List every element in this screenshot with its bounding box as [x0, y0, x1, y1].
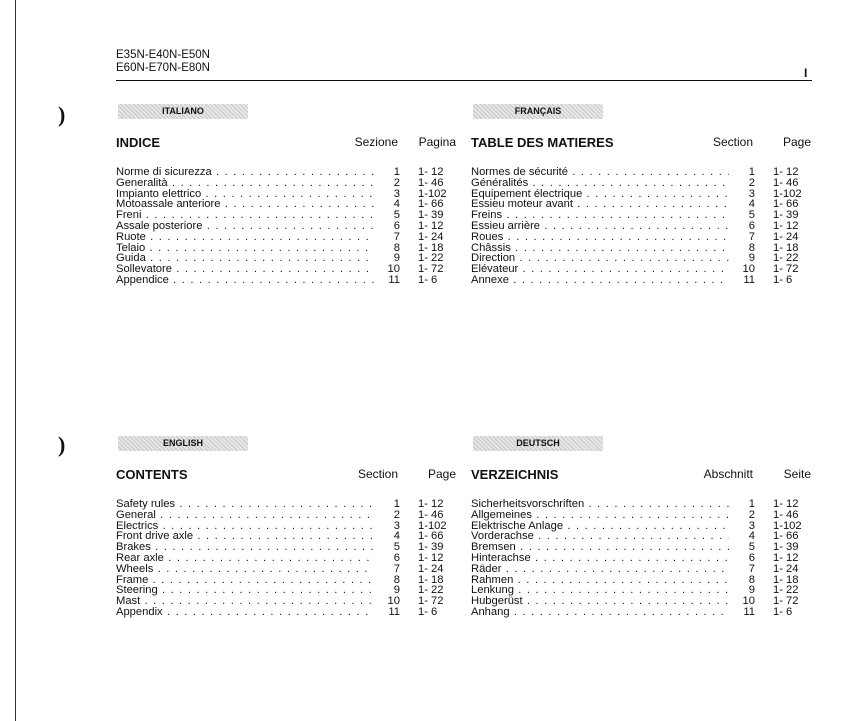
toc-heading-row: [471, 135, 811, 153]
page-column-header: Page: [782, 135, 811, 149]
toc-entry: [471, 178, 811, 189]
toc-entry-page: 1- 72: [418, 263, 444, 276]
toc-entry-label: Wheels . . .: [116, 564, 374, 575]
toc-entry-label: Sicherheitsvorschriften . . .: [471, 499, 729, 510]
toc-entry: [471, 607, 811, 618]
binding-bracket-top: ): [58, 102, 66, 127]
toc-entry-page: 1- 24: [773, 562, 799, 575]
toc-heading-row: [116, 467, 456, 485]
toc-entry-page: 1- 39: [773, 209, 799, 222]
page-mark: I: [804, 66, 808, 80]
toc-entry-label: Hinterachse . . .: [471, 553, 729, 564]
toc-entry-section: 6: [393, 219, 400, 232]
toc-list: [116, 167, 456, 286]
toc-entry-label: Generalità . . .: [116, 178, 374, 189]
toc-entry-section: 11: [743, 273, 755, 286]
toc-entry-section: 10: [387, 595, 400, 608]
toc-entry-section: 5: [393, 541, 400, 554]
toc-entry-page: 1- 18: [773, 573, 799, 586]
model-line-2: E60N-E70N-E80N: [116, 62, 210, 74]
toc-entry-label: Steering . . .: [116, 585, 374, 596]
toc-entry-page: 1- 66: [418, 530, 444, 543]
toc-block-italiano: [116, 104, 456, 286]
toc-entry-page: 1-102: [773, 519, 802, 532]
toc-entry: [471, 521, 811, 532]
toc-entry-page: 1- 18: [773, 241, 799, 254]
toc-entry-section: 1: [748, 498, 755, 510]
toc-entry-section: 10: [387, 263, 400, 276]
toc-entry-section: 4: [748, 198, 755, 211]
toc-entry-section: 9: [748, 584, 755, 597]
toc-entry-label: Freni . . .: [116, 210, 374, 221]
toc-entry-page: 1- 72: [773, 263, 799, 276]
binder-line: [15, 0, 16, 721]
page-column-header: Seite: [783, 467, 811, 481]
language-tab: ENGLISH: [118, 436, 248, 451]
toc-entry: [471, 210, 811, 221]
toc-entry-page: 1- 39: [418, 541, 444, 554]
toc-entry: [471, 189, 811, 200]
toc-entry-page: 1- 24: [418, 562, 444, 575]
toc-entry-section: 8: [393, 241, 400, 254]
toc-entry-section: 7: [393, 562, 400, 575]
toc-entry-label: Brakes . . .: [116, 542, 374, 553]
toc-entry: [471, 221, 811, 232]
toc-entry: [116, 178, 456, 189]
toc-entry-page: 1- 6: [418, 273, 438, 286]
toc-entry-page: 1- 24: [418, 230, 444, 243]
toc-entry-section: 2: [393, 176, 400, 189]
toc-entry-label: Châssis . . .: [471, 243, 729, 254]
toc-entry: [471, 232, 811, 243]
toc-entry: [116, 596, 456, 607]
toc-entry-page: 1- 6: [773, 273, 793, 286]
toc-entry-page: 1- 12: [418, 219, 444, 232]
toc-entry-page: 1- 46: [418, 508, 444, 521]
toc-title: TABLE DES MATIERES: [471, 135, 614, 150]
section-column-header: Section: [712, 135, 753, 149]
toc-entry-label: Allgemeines . . .: [471, 510, 729, 521]
toc-entry-label: Appendice . . .: [116, 275, 374, 286]
toc-entry: [116, 542, 456, 553]
toc-entry-label: Impianto elettrico . . .: [116, 189, 374, 200]
toc-entry: [471, 542, 811, 553]
toc-entry-label: Normes de sécurité . . .: [471, 167, 729, 178]
toc-entry-section: 4: [393, 198, 400, 211]
toc-entry-page: 1- 6: [773, 605, 793, 618]
toc-entry-label: General . . .: [116, 510, 374, 521]
toc-entry-label: Guida . . .: [116, 253, 374, 264]
toc-entry-section: 3: [393, 519, 400, 532]
toc-entry-section: 9: [393, 584, 400, 597]
toc-entry-section: 10: [742, 595, 755, 608]
toc-entry: [471, 275, 811, 286]
toc-entry: [471, 510, 811, 521]
toc-entry: [116, 564, 456, 575]
toc-entry: [471, 253, 811, 264]
toc-entry-page: 1- 12: [773, 219, 799, 232]
toc-entry-section: 6: [393, 551, 400, 564]
toc-entry: [471, 243, 811, 254]
toc-entry-label: Freins . . .: [471, 210, 729, 221]
toc-entry-label: Assale posteriore . . .: [116, 221, 374, 232]
toc-entry-page: 1- 12: [418, 166, 444, 178]
toc-entry-page: 1- 22: [773, 252, 799, 265]
toc-entry: [471, 199, 811, 210]
toc-entry-label: Roues . . .: [471, 232, 729, 243]
toc-block-deutsch: [471, 436, 811, 618]
toc-entry: [471, 167, 811, 178]
toc-entry-section: 8: [748, 241, 755, 254]
toc-heading-row: [471, 467, 811, 485]
toc-entry-page: 1- 24: [773, 230, 799, 243]
toc-entry-page: 1- 72: [418, 595, 444, 608]
toc-entry: [116, 221, 456, 232]
toc-entry-page: 1- 46: [773, 508, 799, 521]
toc-entry-section: 4: [748, 530, 755, 543]
toc-entry: [116, 521, 456, 532]
toc-entry: [116, 585, 456, 596]
toc-entry-section: 5: [748, 209, 755, 222]
toc-entry-section: 3: [748, 519, 755, 532]
toc-entry-section: 1: [393, 166, 400, 178]
toc-entry-label: Electrics . . .: [116, 521, 374, 532]
toc-entry-page: 1- 39: [418, 209, 444, 222]
toc-entry: [471, 553, 811, 564]
toc-entry-label: Anhang . . .: [471, 607, 729, 618]
toc-entry: [471, 585, 811, 596]
toc-block-francais: [471, 104, 811, 286]
toc-entry-section: 9: [393, 252, 400, 265]
toc-entry-page: 1- 18: [418, 573, 444, 586]
toc-entry-section: 11: [743, 605, 755, 618]
toc-entry-page: 1-102: [418, 519, 447, 532]
toc-entry-label: Front drive axle . . .: [116, 531, 374, 542]
toc-entry-label: Généralités . . .: [471, 178, 729, 189]
toc-entry: [116, 607, 456, 618]
toc-entry-label: Räder . . .: [471, 564, 729, 575]
binding-bracket-bottom: ): [58, 432, 66, 457]
toc-entry-label: Hubgerüst . . .: [471, 596, 729, 607]
toc-entry: [116, 243, 456, 254]
toc-entry: [116, 167, 456, 178]
toc-entry-label: Rahmen . . .: [471, 575, 729, 586]
toc-entry-section: 8: [748, 573, 755, 586]
toc-entry: [116, 531, 456, 542]
toc-entry-section: 6: [748, 551, 755, 564]
toc-entry-page: 1- 22: [418, 584, 444, 597]
toc-entry: [116, 199, 456, 210]
toc-entry-section: 11: [388, 273, 400, 286]
toc-list: [471, 499, 811, 618]
toc-entry: [116, 253, 456, 264]
toc-entry: [116, 499, 456, 510]
toc-entry-section: 7: [748, 562, 755, 575]
toc-entry: [471, 264, 811, 275]
toc-entry-label: Safety rules . . .: [116, 499, 374, 510]
toc-entry-page: 1- 22: [418, 252, 444, 265]
section-column-header: Sezione: [354, 135, 398, 149]
toc-entry-label: Essieu moteur avant . . .: [471, 199, 729, 210]
toc-entry-label: Lenkung . . .: [471, 585, 729, 596]
toc-heading-row: [116, 135, 456, 153]
toc-entry: [116, 575, 456, 586]
toc-block-english: [116, 436, 456, 618]
toc-entry: [116, 232, 456, 243]
toc-entry-page: 1- 18: [418, 241, 444, 254]
language-tab: FRANÇAIS: [473, 104, 603, 119]
toc-entry-page: 1- 12: [773, 166, 799, 178]
page-column-header: Pagina: [418, 135, 456, 149]
toc-entry-page: 1- 46: [418, 176, 444, 189]
toc-list: [471, 167, 811, 286]
toc-entry: [471, 575, 811, 586]
toc-entry-section: 7: [748, 230, 755, 243]
toc-entry-label: Direction . . .: [471, 253, 729, 264]
toc-entry-page: 1- 72: [773, 595, 799, 608]
toc-entry-label: Rear axle . . .: [116, 553, 374, 564]
toc-entry: [471, 531, 811, 542]
toc-entry-section: 4: [393, 530, 400, 543]
toc-entry-label: Appendix . . .: [116, 607, 374, 618]
toc-entry-section: 6: [748, 219, 755, 232]
toc-entry-label: Elektrische Anlage . . .: [471, 521, 729, 532]
toc-entry-page: 1- 12: [418, 551, 444, 564]
page-header: [116, 49, 210, 75]
toc-entry-page: 1-102: [773, 187, 802, 200]
toc-entry-label: Mast . . .: [116, 596, 374, 607]
toc-entry-section: 1: [748, 166, 755, 178]
toc-entry-page: 1- 12: [773, 551, 799, 564]
toc-entry-section: 5: [748, 541, 755, 554]
toc-entry-label: Elévateur . . .: [471, 264, 729, 275]
language-tab: ITALIANO: [118, 104, 248, 119]
toc-entry-section: 2: [748, 508, 755, 521]
toc-entry: [116, 553, 456, 564]
toc-entry-label: Motoassale anteriore . . .: [116, 199, 374, 210]
toc-entry-label: Annexe . . .: [471, 275, 729, 286]
toc-title: CONTENTS: [116, 467, 188, 482]
toc-entry: [471, 499, 811, 510]
toc-entry-section: 11: [388, 605, 400, 618]
toc-entry: [116, 189, 456, 200]
toc-entry: [116, 510, 456, 521]
toc-entry-page: 1- 66: [418, 198, 444, 211]
toc-entry-label: Equipement électrique . . .: [471, 189, 729, 200]
toc-entry-page: 1- 66: [773, 198, 799, 211]
toc-entry-label: Vorderachse . . .: [471, 531, 729, 542]
toc-entry: [471, 596, 811, 607]
toc-entry-page: 1- 22: [773, 584, 799, 597]
toc-entry: [116, 264, 456, 275]
toc-entry-label: Ruote . . .: [116, 232, 374, 243]
toc-entry-label: Essieu arrière . . .: [471, 221, 729, 232]
toc-entry-label: Bremsen . . .: [471, 542, 729, 553]
header-rule: [116, 80, 812, 81]
toc-entry-page: 1- 46: [773, 176, 799, 189]
toc-entry: [116, 210, 456, 221]
toc-list: [116, 499, 456, 618]
toc-entry: [471, 564, 811, 575]
language-tab: DEUTSCH: [473, 436, 603, 451]
toc-entry-section: 10: [742, 263, 755, 276]
toc-entry-section: 1: [393, 498, 400, 510]
toc-entry: [116, 275, 456, 286]
toc-entry-page: 1-102: [418, 187, 447, 200]
toc-entry-page: 1- 66: [773, 530, 799, 543]
toc-entry-page: 1- 12: [773, 498, 799, 510]
toc-entry-section: 3: [393, 187, 400, 200]
toc-entry-section: 9: [748, 252, 755, 265]
toc-title: VERZEICHNIS: [471, 467, 559, 482]
toc-entry-label: Norme di sicurezza . . .: [116, 167, 374, 178]
toc-entry-label: Frame . . .: [116, 575, 374, 586]
toc-entry-section: 2: [748, 176, 755, 189]
model-line-1: E35N-E40N-E50N: [116, 49, 210, 61]
toc-entry-section: 3: [748, 187, 755, 200]
page-column-header: Page: [427, 467, 456, 481]
toc-entry-page: 1- 12: [418, 498, 444, 510]
toc-title: INDICE: [116, 135, 161, 150]
section-column-header: Abschnitt: [703, 467, 753, 481]
toc-entry-section: 7: [393, 230, 400, 243]
toc-entry-section: 5: [393, 209, 400, 222]
toc-entry-section: 2: [393, 508, 400, 521]
toc-entry-label: Sollevatore . . .: [116, 264, 374, 275]
toc-entry-section: 8: [393, 573, 400, 586]
section-column-header: Section: [357, 467, 398, 481]
toc-entry-page: 1- 6: [418, 605, 438, 618]
toc-entry-page: 1- 39: [773, 541, 799, 554]
toc-entry-label: Telaio . . .: [116, 243, 374, 254]
